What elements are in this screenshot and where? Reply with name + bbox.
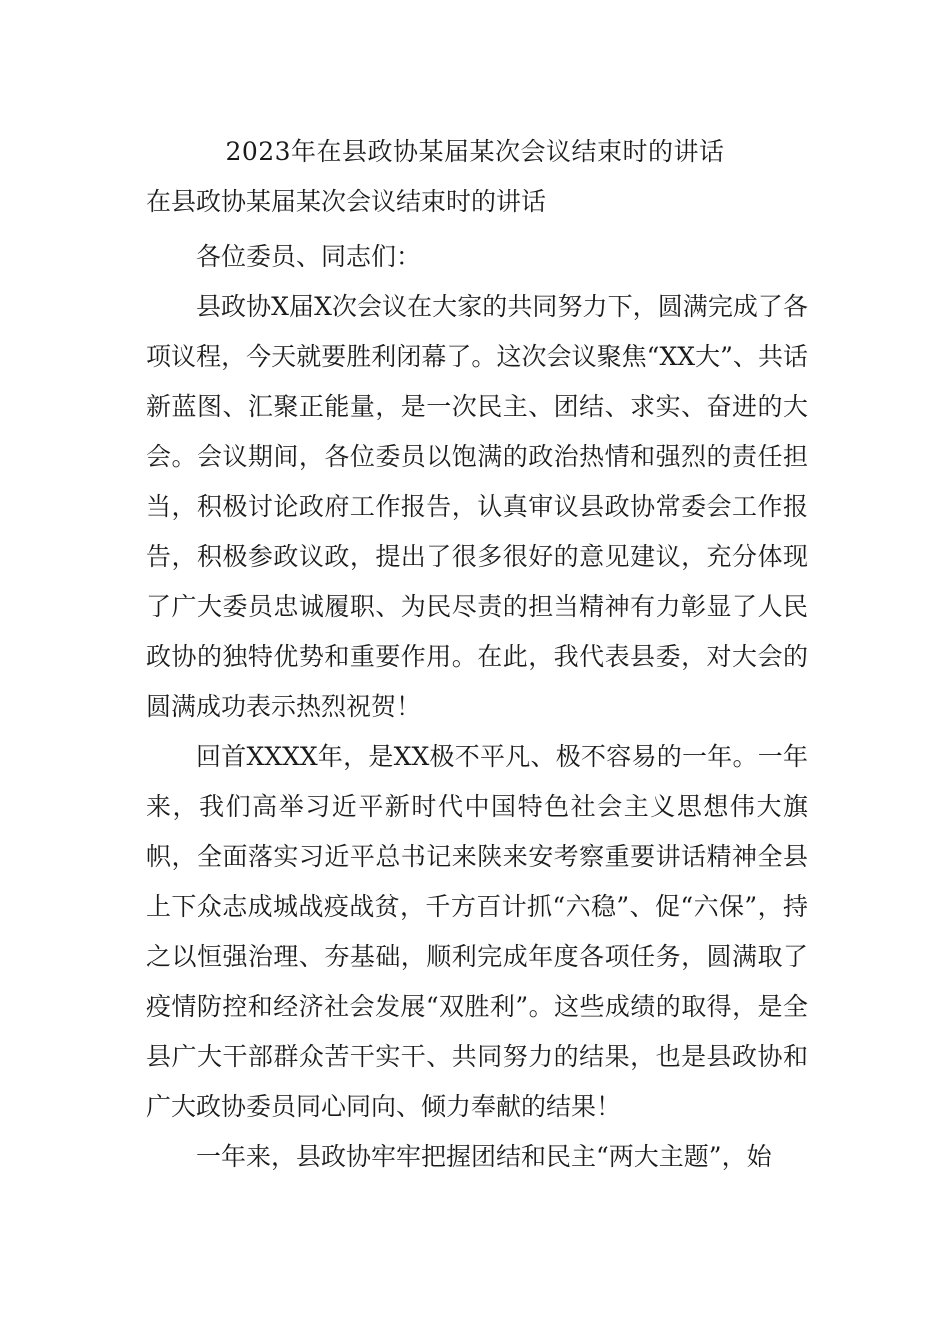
document-title: 2023年在县政协某届某次会议结束时的讲话 (225, 137, 725, 166)
paragraph-year-review: 回首XXXX年，是XX极不平凡、极不容易的一年。一年来，我们高举习近平新时代中国特色社会主义思想伟大旗帜，全面落实习近平总书记来陕来安考察重要讲话精神全县上下众志成城战疫战贫，千方百计抓“六稳”、促“六保”，持之以恒强治理、夯基础，顺利完成年度各项任务，圆满取了疫情防控和经济社会发展“双胜利”。这些成绩的取得，是全县广大干部群众苦干实干、共同努力的结果，也是县政协和广大政协委员同心同向、倾力奉献的结果！ (146, 742, 808, 1121)
document-body (146, 232, 808, 1182)
paragraph-salutation: 各位委员、同志们： (196, 242, 422, 271)
paragraph-meeting-summary: 县政协X届X次会议在大家的共同努力下，圆满完成了各项议程，今天就要胜利闭幕了。这次会议聚焦“XX大”、共话新蓝图、汇聚正能量，是一次民主、团结、求实、奋进的大会。会议期间，各位委员以饱满的政治热情和强烈的责任担当，积极讨论政府工作报告，认真审议县政协常委会工作报告，积极参政议政，提出了很多很好的意见建议，充分体现了广大委员忠诚履职、为民尽责的担当精神有力彰显了人民政协的独特优势和重要作用。在此，我代表县委，对大会的圆满成功表示热烈祝贺！ (146, 292, 808, 721)
document-subtitle: 在县政协某届某次会议结束时的讲话 (146, 187, 547, 216)
paragraph-cppcc-work: 一年来，县政协牢牢把握团结和民主“两大主题”，始 (196, 1142, 772, 1171)
